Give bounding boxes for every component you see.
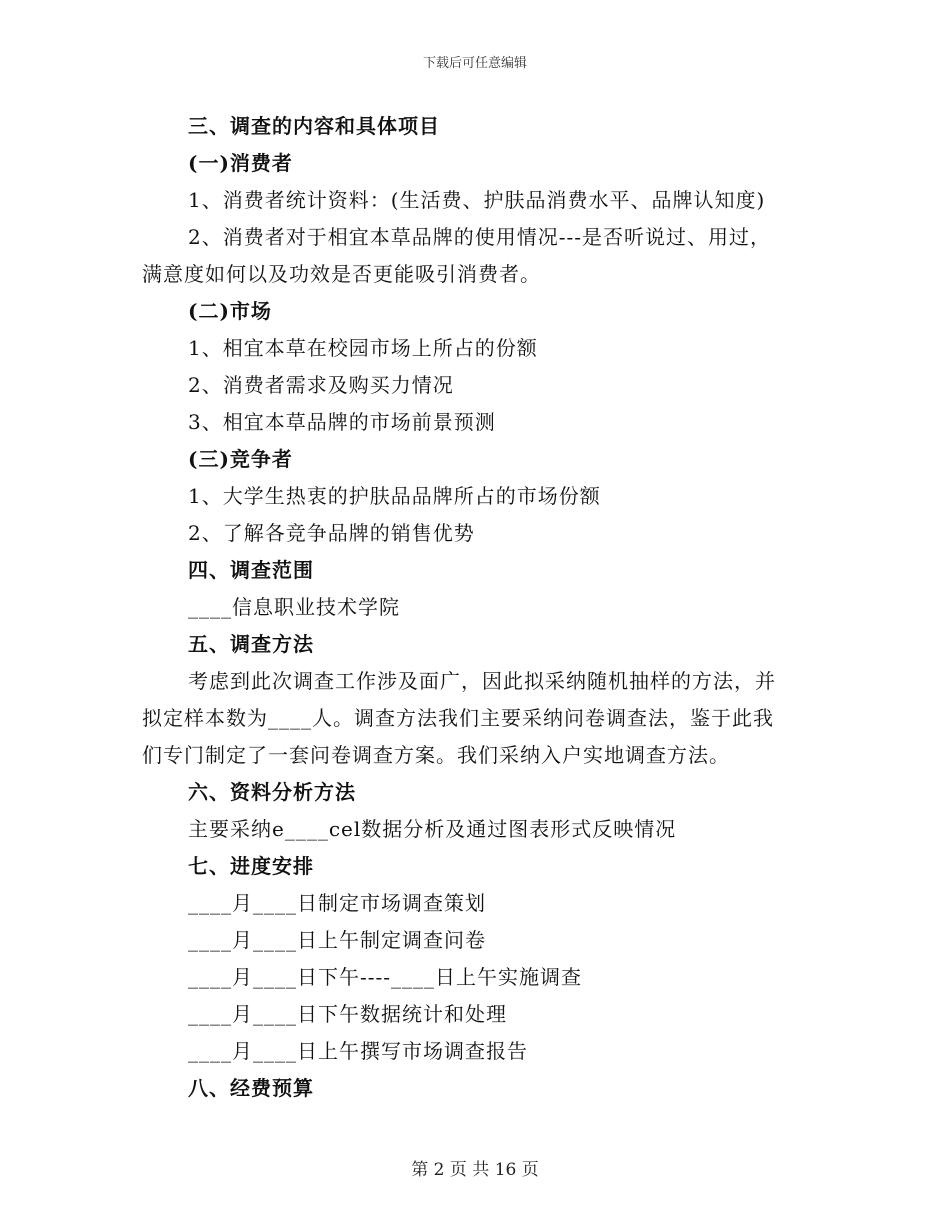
schedule-item: ____月____日上午制定调查问卷 bbox=[188, 928, 486, 952]
paragraph: 考虑到此次调查工作涉及面广，因此拟采纳随机抽样的方法，并 bbox=[188, 669, 776, 693]
section-heading: 五、调查方法 bbox=[188, 632, 314, 656]
subsection-heading: (二)市场 bbox=[188, 299, 272, 323]
schedule-item: ____月____日上午撰写市场调查报告 bbox=[188, 1039, 528, 1063]
paragraph: ____信息职业技术学院 bbox=[188, 595, 400, 619]
list-item: 1、大学生热衷的护肤品品牌所占的市场份额 bbox=[188, 484, 601, 508]
paragraph-continuation: 们专门制定了一套问卷调查方案。我们采纳入户实地调查方法。 bbox=[142, 743, 730, 767]
section-heading: 七、进度安排 bbox=[188, 854, 314, 878]
list-item: 3、相宜本草品牌的市场前景预测 bbox=[188, 410, 496, 434]
schedule-item: ____月____日制定市场调查策划 bbox=[188, 891, 486, 915]
list-item: 2、了解各竞争品牌的销售优势 bbox=[188, 521, 475, 545]
paragraph-continuation: 满意度如何以及功效是否更能吸引消费者。 bbox=[142, 262, 541, 286]
schedule-item: ____月____日下午数据统计和处理 bbox=[188, 1002, 507, 1026]
paragraph-continuation: 拟定样本数为____人。调查方法我们主要采纳问卷调查法，鉴于此我 bbox=[142, 706, 774, 730]
section-heading: 六、资料分析方法 bbox=[188, 780, 356, 804]
list-item: 1、相宜本草在校园市场上所占的份额 bbox=[188, 336, 538, 360]
section-heading: 三、调查的内容和具体项目 bbox=[188, 114, 440, 138]
section-heading: 四、调查范围 bbox=[188, 558, 314, 582]
list-item: 2、消费者需求及购买力情况 bbox=[188, 373, 454, 397]
subsection-heading: (一)消费者 bbox=[188, 151, 293, 175]
list-item: 2、消费者对于相宜本草品牌的使用情况---是否听说过、用过， bbox=[188, 225, 771, 249]
document-body bbox=[142, 108, 817, 1107]
subsection-heading: (三)竞争者 bbox=[188, 447, 293, 471]
list-item: 1、消费者统计资料：(生活费、护肤品消费水平、品牌认知度) bbox=[188, 188, 766, 212]
schedule-item: ____月____日下午----____日上午实施调查 bbox=[188, 965, 583, 989]
section-heading: 八、经费预算 bbox=[188, 1076, 314, 1100]
page-header: 下载后可任意编辑 bbox=[422, 56, 527, 71]
page-footer: 第 2 页 共 16 页 bbox=[411, 1160, 539, 1180]
paragraph: 主要采纳e____cel数据分析及通过图表形式反映情况 bbox=[188, 817, 677, 841]
